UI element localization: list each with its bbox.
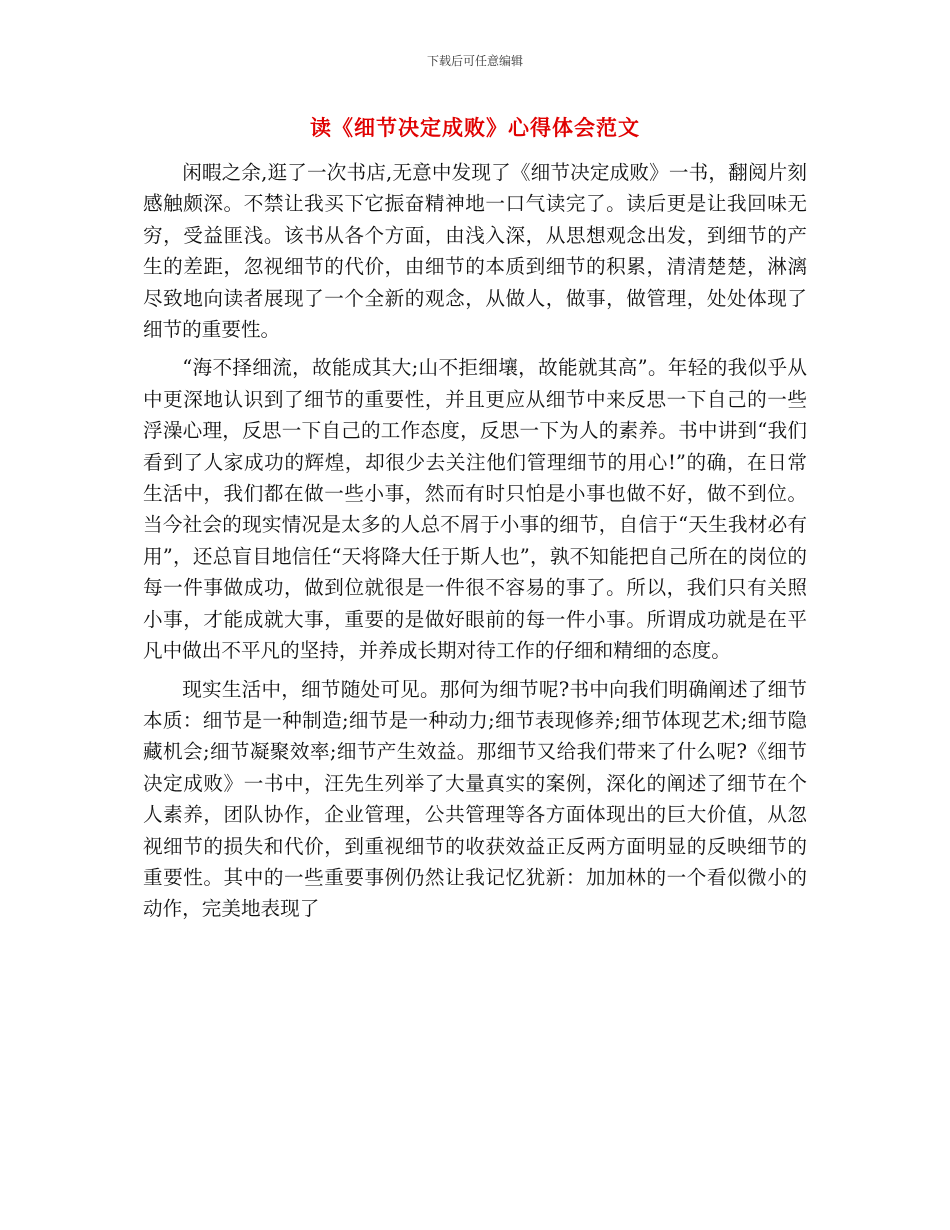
paragraph: “海不择细流，故能成其大;山不拒细壤，故能就其高”。年轻的我似乎从中更深地认识到了细节的重要性，并且更应从细节中来反思一下自己的一些浮澡心理，反思一下自己的工作态度，反思一下为人的素养。书中讲到“我们看到了人家成功的辉煌，却很少去关注他们管理细节的用心!”的确，在日常生活中，我们都在做一些小事，然而有时只怕是小事也做不好，做不到位。当今社会的现实情况是太多的人总不屑于小事的细节，自信于“天生我材必有用”，还总盲目地信任“天将降大任于斯人也”，孰不知能把自己所在的岗位的每一件事做成功，做到位就很是一件很不容易的事了。所以，我们只有关照小事，才能成就大事，重要的是做好眼前的每一件小事。所谓成功就是在平凡中做出不平凡的坚持，并养成长期对待工作的仔细和精细的态度。 <box>143 356 807 663</box>
page-header: 下载后可任意编辑 <box>426 54 523 68</box>
paragraph: 现实生活中，细节随处可见。那何为细节呢?书中向我们明确阐述了细节本质：细节是一种制造;细节是一种动力;细节表现修养;细节体现艺术;细节隐藏机会;细节凝聚效率;细节产生效益。那细节又给我们带来了什么呢?《细节决定成败》一书中，汪先生列举了大量真实的案例，深化的阐述了细节在个人素养，团队协作，企业管理，公共管理等各方面体现出的巨大价值，从忽视细节的损失和代价，到重视细节的收获效益正反两方面明显的反映细节的重要性。其中的一些重要事例仍然让我记忆犹新：加加林的一个看似微小的动作，完美地表现了 <box>143 677 807 921</box>
document-title: 读《细节决定成败》心得体会范文 <box>310 116 640 140</box>
paragraph: 闲暇之余,逛了一次书店,无意中发现了《细节决定成败》一书，翻阅片刻感触颇深。不禁让我买下它振奋精神地一口气读完了。读后更是让我回味无穷，受益匪浅。该书从各个方面，由浅入深，从思想观念出发，到细节的产生的差距，忽视细节的代价，由细节的本质到细节的积累，清清楚楚，淋漓尽致地向读者展现了一个全新的观念，从做人，做事，做管理，处处体现了细节的重要性。 <box>143 161 807 342</box>
document-body <box>143 157 807 932</box>
